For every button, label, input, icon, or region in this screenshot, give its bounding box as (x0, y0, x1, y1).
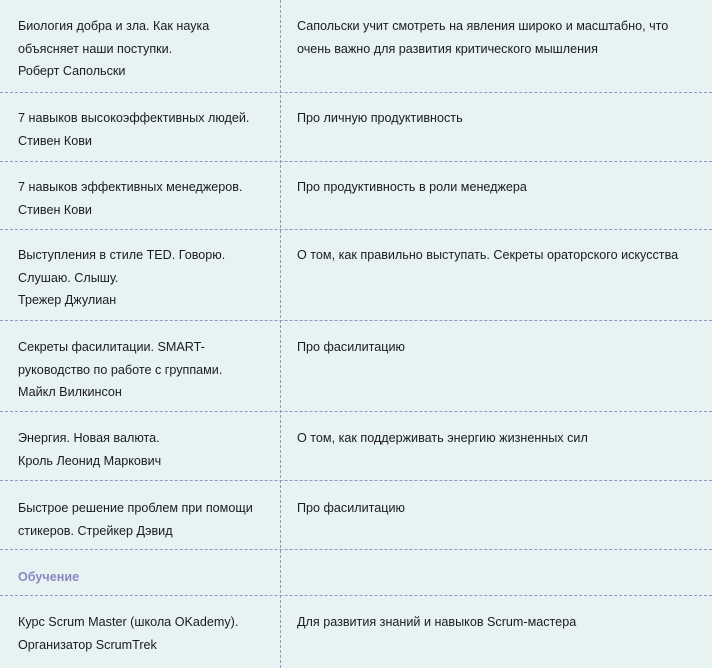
reason-line: очень важно для развития критического мышления (297, 41, 598, 56)
reason-line: Про фасилитацию (297, 501, 405, 515)
book-author: Стивен Кови (18, 202, 92, 217)
reason-cell (297, 107, 701, 130)
reason-cell (297, 176, 701, 199)
reason-line: Про личную продуктивность (297, 111, 463, 125)
book-cell (18, 107, 274, 152)
book-cell (18, 497, 274, 542)
section-row (0, 550, 712, 596)
reason-cell (297, 427, 701, 450)
book-title-line: Быстрое решение проблем при помощи (18, 501, 253, 515)
reason-cell (297, 15, 701, 60)
book-author: Кроль Леонид Маркович (18, 453, 162, 468)
table-row (0, 596, 712, 668)
table-row (0, 321, 712, 412)
reason-line: О том, как поддерживать энергию жизненных сил (297, 431, 588, 445)
reason-cell (297, 244, 701, 267)
book-title-line: 7 навыков эффективных менеджеров. (18, 180, 243, 194)
reason-cell (297, 611, 701, 634)
book-author: Роберт Сапольски (18, 64, 126, 79)
book-title-line: Энергия. Новая валюта. (18, 431, 160, 445)
book-title-line: Секреты фасилитации. SMART- (18, 340, 205, 354)
reason-line: О том, как правильно выступать. Секреты ораторского искусства (297, 248, 679, 262)
section-title: Обучение (18, 570, 80, 584)
table-row (0, 230, 712, 321)
table-row (0, 412, 712, 481)
reason-line: Для развития знаний и навыков Scrum-мастера (297, 615, 577, 629)
course-organizer: Организатор ScrumTrek (18, 637, 157, 652)
book-title-line: руководство по работе с группами. (18, 362, 223, 377)
reason-cell (297, 336, 701, 359)
book-title-line: Биология добра и зла. Как наука (18, 19, 210, 33)
table-row (0, 481, 712, 550)
course-cell (18, 611, 274, 656)
book-title-line: стикеров. Стрейкер Дэвид (18, 523, 173, 538)
book-author: Майкл Вилкинсон (18, 385, 122, 400)
book-title-line: объясняет наши поступки. (18, 41, 173, 56)
reason-cell (297, 497, 701, 520)
reason-line: Про фасилитацию (297, 340, 405, 354)
book-cell (18, 176, 274, 221)
table-row (0, 0, 712, 93)
book-title-line: 7 навыков высокоэффективных людей. (18, 111, 250, 125)
course-title-line: Курс Scrum Master (школа OKademy). (18, 615, 239, 629)
book-cell (18, 244, 274, 312)
book-cell (18, 427, 274, 472)
book-cell (18, 15, 274, 83)
book-author: Стивен Кови (18, 133, 92, 148)
reason-line: Сапольски учит смотреть на явления широко и масштабно, что (297, 19, 669, 33)
book-cell (18, 336, 274, 404)
table-row (0, 93, 712, 162)
reason-line: Про продуктивность в роли менеджера (297, 180, 527, 194)
table-row (0, 162, 712, 230)
book-title-line: Выступления в стиле TED. Говорю. (18, 248, 226, 262)
book-author: Трежер Джулиан (18, 293, 117, 308)
book-title-line: Слушаю. Слышу. (18, 270, 119, 285)
